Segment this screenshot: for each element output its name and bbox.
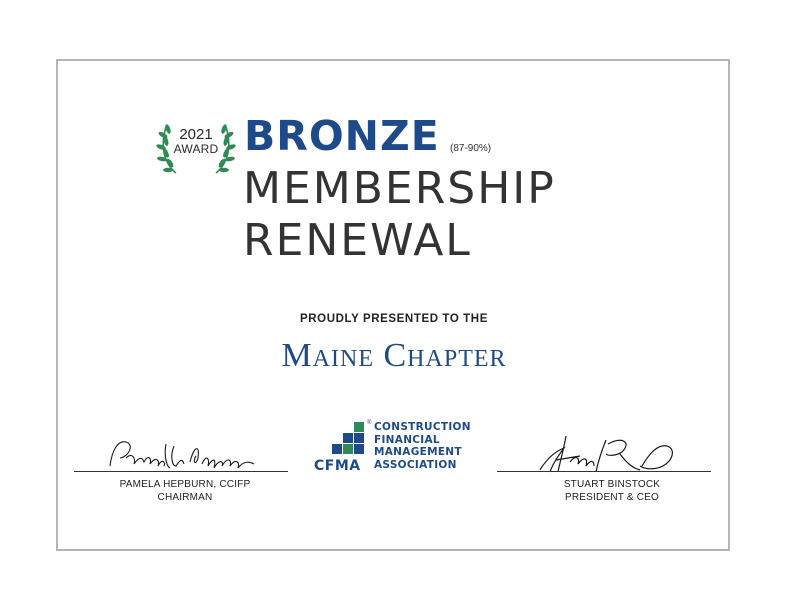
recipient-name: Maine Chapter xyxy=(281,337,507,374)
award-year: 2021 xyxy=(179,126,213,143)
signatory-right-name: STUART BINSTOCK xyxy=(563,479,661,490)
cfma-name-line-3: MANAGEMENT xyxy=(374,446,462,458)
title-line-1: MEMBERSHIP xyxy=(243,163,556,214)
signature-left xyxy=(104,436,264,474)
cfma-name-line-2: FINANCIAL xyxy=(374,433,440,446)
registered-mark: ® xyxy=(367,420,372,426)
cfma-name-line-4: ASSOCIATION xyxy=(374,458,457,471)
award-level: BRONZE xyxy=(244,112,440,160)
cfma-name xyxy=(374,421,471,471)
cfma-abbreviation: CFMA xyxy=(314,458,361,474)
signatory-left-name: PAMELA HEPBURN, CCIFP xyxy=(119,479,251,490)
award-label: AWARD xyxy=(173,142,219,156)
signature-line-right xyxy=(497,471,711,472)
cfma-name-line-1: CONSTRUCTION xyxy=(374,421,471,433)
presented-text: PROUDLY PRESENTED TO THE xyxy=(299,313,488,325)
signatory-right-title: PRESIDENT & CEO xyxy=(565,492,659,503)
signatory-left-title: CHAIRMAN xyxy=(157,492,213,503)
signature-line-left xyxy=(74,471,288,472)
cfma-logo-icon xyxy=(324,421,370,459)
title-line-2: RENEWAL xyxy=(243,215,472,266)
signature-right xyxy=(536,432,686,476)
award-range: (87-90%) xyxy=(450,143,492,154)
